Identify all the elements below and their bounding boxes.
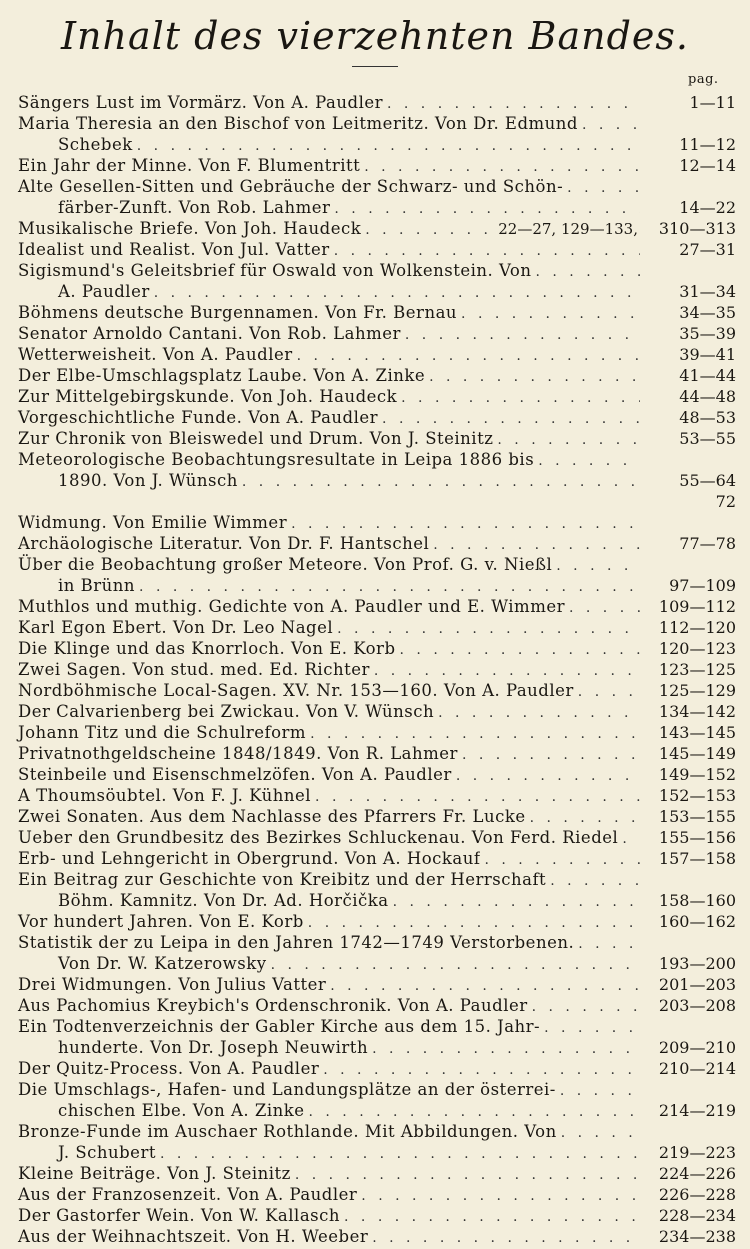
leader-dots	[456, 766, 640, 787]
toc-entry	[0, 176, 750, 197]
toc-entry-pages: 53—55	[679, 429, 736, 448]
toc-entry	[0, 1184, 750, 1205]
leader-dots	[560, 1081, 640, 1102]
toc-entry-pages: 310—313	[658, 219, 736, 238]
leader-dots	[271, 955, 640, 976]
toc-entry-pages: 14—22	[679, 198, 736, 217]
toc-entry	[0, 1058, 750, 1079]
toc-entry-pages: 120—123	[658, 639, 736, 658]
toc-entry-pages: 228—234	[658, 1206, 736, 1225]
toc-entry	[0, 953, 750, 974]
toc-entry	[0, 680, 750, 701]
toc-entry-title: Der Calvarienberg bei Zwickau. Von V. Wünsch	[18, 702, 435, 721]
toc-entry-pages: 72	[715, 492, 736, 511]
leader-dots	[242, 472, 640, 493]
toc-entry-pages: 41—44	[679, 366, 736, 385]
toc-entry	[0, 617, 750, 638]
leader-dots	[295, 1165, 640, 1186]
leader-dots	[154, 283, 640, 304]
leader-dots	[297, 346, 640, 367]
toc-entry-pages: 153—155	[658, 807, 736, 826]
toc-entry	[0, 596, 750, 617]
toc-entry	[0, 995, 750, 1016]
toc-entry	[0, 113, 750, 134]
toc-entry	[0, 806, 750, 827]
toc-entry	[0, 365, 750, 386]
toc-entry-pages: 157—158	[658, 849, 736, 868]
leader-dots	[387, 94, 640, 115]
leader-dots	[567, 178, 640, 199]
toc-entry	[0, 1226, 750, 1247]
toc-entry	[0, 575, 750, 596]
toc-entry-title: A. Paudler	[58, 282, 150, 301]
toc-entry-title: Aus Pachomius Kreybich's Ordenschronik. Von A. Paudler	[18, 996, 528, 1015]
toc-entry	[0, 974, 750, 995]
title-divider	[352, 66, 398, 67]
toc-entry	[0, 659, 750, 680]
toc-entry-title: Privatnothgeldscheine 1848/1849. Von R. Lahmer	[18, 744, 458, 763]
leader-dots	[291, 514, 640, 535]
toc-entry-title: Idealist und Realist. Von Jul. Vatter	[18, 240, 330, 259]
toc-entry-pages: 224—226	[658, 1164, 736, 1183]
toc-entry-title: Widmung. Von Emilie Wimmer	[18, 513, 288, 532]
toc-entry-title: in Brünn	[58, 576, 136, 595]
toc-entry	[0, 722, 750, 743]
toc-entry-title: Der Quitz-Process. Von A. Paudler	[18, 1059, 320, 1078]
toc-entry-title: Nordböhmische Local-Sagen. XV. Nr. 153—160. Von A. Paudler	[18, 681, 574, 700]
toc-entry	[0, 344, 750, 365]
toc-entry-title: Wetterweisheit. Von A. Paudler	[18, 345, 293, 364]
toc-entry-title: Der Elbe-Umschlagsplatz Laube. Von A. Zinke	[18, 366, 426, 385]
leader-dots	[561, 1123, 640, 1144]
toc-entry-title: chischen Elbe. Von A. Zinke	[58, 1101, 305, 1120]
toc-entry	[0, 197, 750, 218]
toc-entry	[0, 533, 750, 554]
leader-dots	[556, 556, 640, 577]
toc-entry-pages: 203—208	[658, 996, 736, 1015]
toc-entry-title: Aus der Weihnachtszeit. Von H. Weeber	[18, 1227, 369, 1246]
leader-dots	[365, 220, 494, 241]
toc-entry-title: Zwei Sonaten. Aus dem Nachlasse des Pfarrers Fr. Lucke	[18, 807, 526, 826]
page-title: Inhalt des vierzehnten Bandes.	[61, 14, 689, 58]
leader-dots	[622, 829, 640, 850]
toc-entry	[0, 743, 750, 764]
leader-dots	[550, 871, 640, 892]
toc-entry	[0, 386, 750, 407]
toc-entry-pages: 209—210	[658, 1038, 736, 1057]
leader-dots	[137, 136, 640, 157]
leader-dots	[578, 682, 640, 703]
toc-entry-title: färber-Zunft. Von Rob. Lahmer	[58, 198, 331, 217]
toc-entry-title: Über die Beobachtung großer Meteore. Von Prof. G. v. Nießl	[18, 555, 553, 574]
toc-entry	[0, 512, 750, 533]
toc-entry	[0, 218, 750, 239]
toc-entry-title: J. Schubert	[58, 1143, 156, 1162]
leader-dots	[536, 262, 641, 283]
toc-entry	[0, 302, 750, 323]
toc-entry	[0, 1163, 750, 1184]
toc-entry	[0, 785, 750, 806]
leader-dots	[462, 745, 640, 766]
toc-entry-pages: 97—109	[669, 576, 736, 595]
toc-entry-pages: 226—228	[658, 1185, 736, 1204]
toc-entry-title: Meteorologische Beobachtungsresultate in Leipa 1886 bis	[18, 450, 535, 469]
leader-dots	[578, 934, 640, 955]
toc-entry-pages: 201—203	[658, 975, 736, 994]
toc-entry-title: Sigismund's Geleitsbrief für Oswald von Wolkenstein. Von	[18, 261, 532, 280]
toc-entry-pages: 134—142	[658, 702, 736, 721]
leader-dots	[497, 430, 640, 451]
leader-dots	[461, 304, 640, 325]
toc-entry-title: Senator Arnoldo Cantani. Von Rob. Lahmer	[18, 324, 401, 343]
toc-entry-title: Zwei Sagen. Von stud. med. Ed. Richter	[18, 660, 370, 679]
toc-entry	[0, 701, 750, 722]
toc-entry-pages: 149—152	[658, 765, 736, 784]
toc-entry-pages: 112—120	[658, 618, 736, 637]
toc-entry-title: Vorgeschichtliche Funde. Von A. Paudler	[18, 408, 379, 427]
toc-entry-title: Ueber den Grundbesitz des Bezirkes Schluckenau. Von Ferd. Riedel	[18, 828, 619, 847]
toc-entry-pages: 193—200	[658, 954, 736, 973]
leader-dots	[401, 388, 640, 409]
toc-entry-title: Kleine Beiträge. Von J. Steinitz	[18, 1164, 291, 1183]
toc-entry	[0, 869, 750, 890]
toc-entry	[0, 470, 750, 491]
toc-entry-pages: 145—149	[658, 744, 736, 763]
toc-entry-pages: 44—48	[679, 387, 736, 406]
toc-entry	[0, 638, 750, 659]
leader-dots	[160, 1144, 640, 1165]
leader-dots	[334, 241, 640, 262]
toc-entry-pages: 35—39	[679, 324, 736, 343]
leader-dots	[344, 1207, 640, 1228]
toc-entry-title: Vor hundert Jahren. Von E. Korb	[18, 912, 304, 931]
pag-column-label: pag.	[688, 72, 719, 87]
toc-entry-title: Muthlos und muthig. Gedichte von A. Paudler und E. Wimmer	[18, 597, 565, 616]
toc-entry	[0, 764, 750, 785]
toc-entry-title: hunderte. Von Dr. Joseph Neuwirth	[58, 1038, 369, 1057]
toc-entry	[0, 911, 750, 932]
leader-dots	[361, 1186, 640, 1207]
toc-entry	[0, 932, 750, 953]
leader-dots	[393, 892, 640, 913]
toc-entry	[0, 491, 750, 512]
leader-dots	[429, 367, 640, 388]
toc-entry-pages: 1—11	[689, 93, 736, 112]
toc-entry	[0, 134, 750, 155]
toc-entry	[0, 1100, 750, 1121]
toc-entry	[0, 428, 750, 449]
toc-entry-title: Statistik der zu Leipa in den Jahren 1742—1749 Verstorbenen.	[18, 933, 575, 952]
leader-dots	[530, 808, 640, 829]
toc-entry	[0, 1205, 750, 1226]
leader-dots	[310, 724, 640, 745]
toc-entry-pages: 125—129	[658, 681, 736, 700]
toc-entry-pages: 155—156	[658, 828, 736, 847]
leader-dots	[582, 115, 640, 136]
toc-entry	[0, 1142, 750, 1163]
toc-entry	[0, 827, 750, 848]
leader-dots	[337, 619, 640, 640]
toc-entry	[0, 890, 750, 911]
leader-dots	[484, 850, 640, 871]
toc-entry-pages: 12—14	[679, 156, 736, 175]
leader-dots	[374, 661, 640, 682]
toc-entry-title: Steinbeile und Eisenschmelzöfen. Von A. Paudler	[18, 765, 452, 784]
leader-dots	[382, 409, 640, 430]
toc-entry-title: Ein Jahr der Minne. Von F. Blumentritt	[18, 156, 361, 175]
toc-entry-pages: 27—31	[679, 240, 736, 259]
toc-entry	[0, 260, 750, 281]
toc-entry-title: Aus der Franzosenzeit. Von A. Paudler	[18, 1185, 358, 1204]
leader-dots	[372, 1228, 640, 1249]
toc-entry-extra-pages: 22—27, 129—133,	[498, 220, 638, 238]
toc-entry-title: Maria Theresia an den Bischof von Leitmeritz. Von Dr. Edmund	[18, 114, 578, 133]
leader-dots	[372, 1039, 640, 1060]
toc-entry	[0, 155, 750, 176]
toc-entry-title: A Thoumsöubtel. Von F. J. Kühnel	[18, 786, 312, 805]
leader-dots	[433, 535, 640, 556]
leader-dots	[139, 577, 640, 598]
toc-entry-pages: 123—125	[658, 660, 736, 679]
toc-entry	[0, 554, 750, 575]
toc-entry-title: Ein Beitrag zur Geschichte von Kreibitz und der Herrschaft	[18, 870, 547, 889]
toc-entry	[0, 323, 750, 344]
toc-entry-title: Von Dr. W. Katzerowsky	[58, 954, 267, 973]
toc-entry-pages: 11—12	[679, 135, 736, 154]
toc-entry	[0, 407, 750, 428]
toc-entry-pages: 34—35	[679, 303, 736, 322]
toc-entry-title: Der Gastorfer Wein. Von W. Kallasch	[18, 1206, 341, 1225]
toc-entry	[0, 92, 750, 113]
toc-entry-title: Karl Egon Ebert. Von Dr. Leo Nagel	[18, 618, 334, 637]
toc-entry-title: Bronze-Funde im Auschaer Rothlande. Mit Abbildungen. Von	[18, 1122, 557, 1141]
toc-entry-title: Schebek	[58, 135, 133, 154]
toc-entry-title: 1890. Von J. Wünsch	[58, 471, 238, 490]
toc-entry-title: Archäologische Literatur. Von Dr. F. Hantschel	[18, 534, 430, 553]
toc-entry-title: Die Umschlags-, Hafen- und Landungsplätze an der österrei-	[18, 1080, 556, 1099]
toc-entry-title: Musikalische Briefe. Von Joh. Haudeck	[18, 219, 362, 238]
toc-entry-title: Ein Todtenverzeichnis der Gabler Kirche aus dem 15. Jahr-	[18, 1017, 541, 1036]
toc-entry	[0, 1079, 750, 1100]
toc-entry-title: Böhmens deutsche Burgennamen. Von Fr. Bernau	[18, 303, 458, 322]
leader-dots	[405, 325, 640, 346]
leader-dots	[334, 199, 640, 220]
leader-dots	[315, 787, 640, 808]
leader-dots	[544, 1018, 640, 1039]
toc-entry-pages: 77—78	[679, 534, 736, 553]
toc-entry-title: Erb- und Lehngericht in Obergrund. Von A. Hockauf	[18, 849, 481, 868]
toc-entry-title: Zur Mittelgebirgskunde. Von Joh. Haudeck	[18, 387, 398, 406]
toc-entry-pages: 39—41	[679, 345, 736, 364]
toc-entry-pages: 219—223	[658, 1143, 736, 1162]
toc-entry-pages: 143—145	[658, 723, 736, 742]
toc-entry-title: Drei Widmungen. Von Julius Vatter	[18, 975, 327, 994]
toc-entry	[0, 281, 750, 302]
leader-dots	[330, 976, 640, 997]
leader-dots	[309, 1102, 641, 1123]
toc-entry-pages: 55—64	[679, 471, 736, 490]
toc-entry	[0, 1121, 750, 1142]
toc-entry-pages: 210—214	[658, 1059, 736, 1078]
toc-entry	[0, 1037, 750, 1058]
toc-entry-pages: 31—34	[679, 282, 736, 301]
toc-entry-title: Die Klinge und das Knorrloch. Von E. Korb	[18, 639, 396, 658]
toc-entry-title: Böhm. Kamnitz. Von Dr. Ad. Horčička	[58, 891, 389, 910]
leader-dots	[532, 997, 640, 1018]
leader-dots	[400, 640, 640, 661]
toc-entry	[0, 239, 750, 260]
leader-dots	[308, 913, 640, 934]
toc-entry-title: Sängers Lust im Vormärz. Von A. Paudler	[18, 93, 383, 112]
leader-dots	[438, 703, 640, 724]
toc-entry-title: Alte Gesellen-Sitten und Gebräuche der Schwarz- und Schön-	[18, 177, 564, 196]
toc-entry-title: Johann Titz und die Schulreform	[18, 723, 307, 742]
toc-entry	[0, 1016, 750, 1037]
toc-list	[0, 92, 750, 1247]
toc-entry-pages: 234—238	[658, 1227, 736, 1246]
toc-entry	[0, 848, 750, 869]
toc-entry-pages: 160—162	[658, 912, 736, 931]
leader-dots	[538, 451, 640, 472]
toc-entry-pages: 48—53	[679, 408, 736, 427]
leader-dots	[569, 598, 640, 619]
leader-dots	[364, 157, 640, 178]
toc-entry-pages: 158—160	[658, 891, 736, 910]
toc-entry-title: Zur Chronik von Bleiswedel und Drum. Von J. Steinitz	[18, 429, 494, 448]
toc-entry-pages: 152—153	[658, 786, 736, 805]
toc-entry	[0, 449, 750, 470]
leader-dots	[323, 1060, 640, 1081]
toc-entry-pages: 109—112	[658, 597, 736, 616]
toc-entry-pages: 214—219	[658, 1101, 736, 1120]
